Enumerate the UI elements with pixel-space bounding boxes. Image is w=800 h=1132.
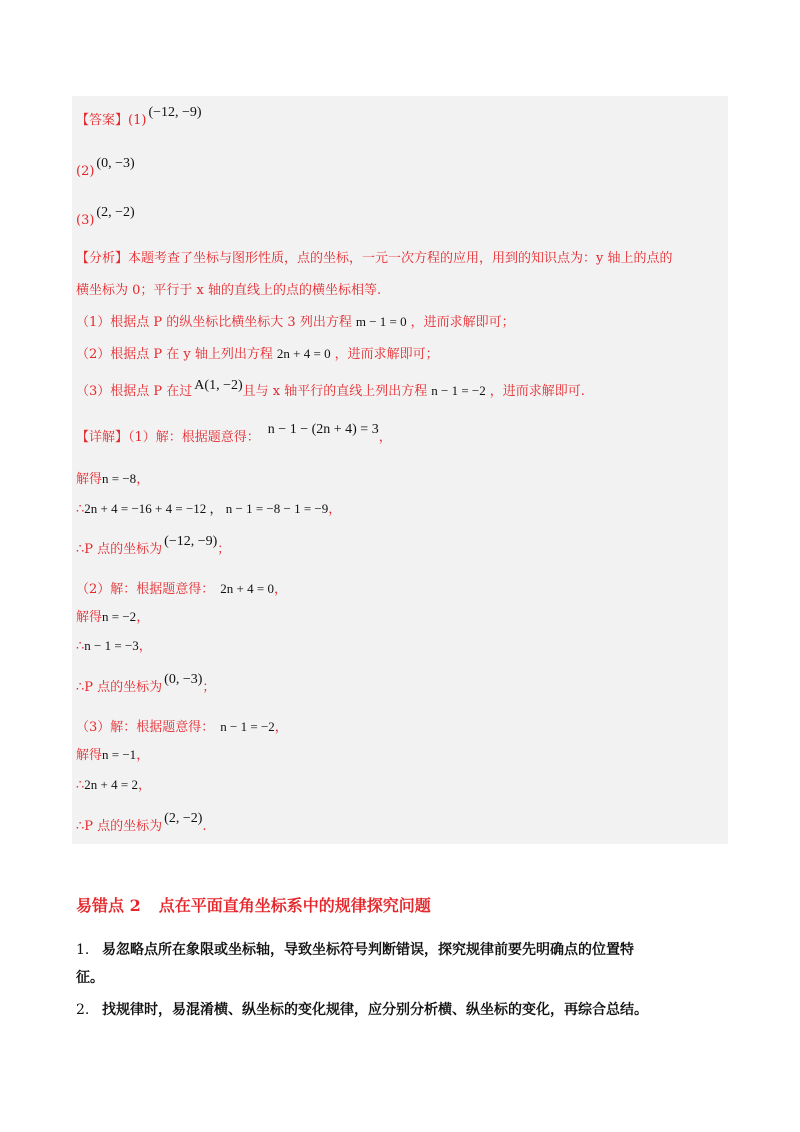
answer-part-3-value: (2, −2) bbox=[96, 205, 135, 220]
analysis-line-2 bbox=[76, 282, 381, 300]
analysis-step-1-text: （1）根据点 P 的纵坐标比横坐标大 3 列出方程 bbox=[76, 315, 352, 330]
detail-2-therefore-symbol: ∴ bbox=[76, 639, 85, 654]
detail-2-solve-text: 解得 bbox=[76, 610, 103, 625]
tip-item-1-continued bbox=[76, 968, 104, 988]
tip-2-number: 2. bbox=[76, 1002, 90, 1018]
detail-3-equation: n − 1 = −2 bbox=[220, 719, 275, 734]
detail-2-coordinate-end: ； bbox=[202, 680, 216, 695]
detail-2-solve bbox=[76, 608, 149, 627]
analysis-step-1-tail: ，进而求解即可； bbox=[410, 315, 515, 330]
detail-3-solve-equation: n = −1 bbox=[102, 747, 137, 762]
detail-1-therefore-symbol: ∴ bbox=[76, 502, 85, 517]
analysis-step-3-tail: ，进而求解即可. bbox=[489, 384, 585, 399]
detail-1-solve-text: 解得 bbox=[76, 472, 103, 487]
analysis-line-1 bbox=[76, 250, 673, 268]
tip-1-text-continued: 征。 bbox=[76, 970, 104, 986]
analysis-step-2-text: （2）根据点 P 在 y 轴上列出方程 bbox=[76, 347, 273, 362]
answer-label: 【答案】 bbox=[76, 113, 129, 128]
analysis-step-2 bbox=[76, 345, 439, 364]
analysis-step-2-equation: 2n + 4 = 0 bbox=[276, 346, 331, 361]
analysis-label: 【分析】 bbox=[76, 251, 129, 266]
detail-1-equation: n − 1 − (2n + 4) = 3 bbox=[267, 422, 379, 437]
answer-line-1 bbox=[76, 105, 202, 130]
detail-3-equation-end: ， bbox=[274, 720, 288, 735]
answer-part-2-number: (2) bbox=[76, 164, 95, 179]
detail-2-therefore-equation: n − 1 = −3 bbox=[84, 638, 139, 653]
detail-3-therefore-symbol: ∴ bbox=[76, 778, 85, 793]
detail-2-intro bbox=[76, 580, 287, 599]
analysis-text-2: 横坐标为 0；平行于 x 轴的直线上的点的横坐标相等. bbox=[76, 283, 382, 298]
analysis-step-3-middle: 且与 x 轴平行的直线上列出方程 bbox=[242, 384, 428, 399]
answer-part-3-number: (3) bbox=[76, 213, 95, 228]
detail-label: 【详解】 bbox=[76, 430, 129, 445]
detail-2-intro-text: （2）解：根据题意得： bbox=[76, 582, 215, 597]
detail-1-therefore-equation: 2n + 4 = −16 + 4 = −12 ， n − 1 = −8 − 1 = −9 bbox=[84, 501, 329, 516]
tip-2-text: 找规律时，易混淆横、纵坐标的变化规律，应分别分析横、纵坐标的变化，再综合总结。 bbox=[102, 1002, 648, 1018]
detail-3-solve-text: 解得 bbox=[76, 748, 103, 763]
answer-part-1-number: (1) bbox=[128, 113, 147, 128]
tip-item-2 bbox=[76, 1000, 648, 1020]
detail-3-coordinate-value: (2, −2) bbox=[164, 811, 203, 826]
detail-1-intro bbox=[76, 422, 392, 447]
answer-line-2 bbox=[76, 156, 135, 181]
detail-1-therefore bbox=[76, 500, 341, 519]
detail-1-therefore-end: ， bbox=[328, 502, 342, 517]
analysis-step-3-point: A(1, −2) bbox=[194, 378, 243, 393]
detail-1-coordinate-text: ∴P 点的坐标为 bbox=[76, 542, 163, 557]
detail-2-therefore bbox=[76, 637, 152, 656]
detail-3-solve-end: ， bbox=[136, 748, 150, 763]
detail-1-coordinate-value: (−12, −9) bbox=[164, 534, 218, 549]
section-heading bbox=[76, 893, 431, 916]
detail-1-solve bbox=[76, 470, 149, 489]
detail-1-coordinate bbox=[76, 534, 231, 559]
detail-1-equation-end: ， bbox=[378, 430, 392, 445]
analysis-step-3-text: （3）根据点 P 在过 bbox=[76, 384, 193, 399]
analysis-step-3-equation: n − 1 = −2 bbox=[431, 383, 486, 398]
analysis-step-2-tail: ，进而求解即可； bbox=[334, 347, 439, 362]
detail-2-equation-end: ， bbox=[273, 582, 287, 597]
analysis-step-1 bbox=[76, 313, 515, 332]
section-heading-title: 点在平面直角坐标系中的规律探究问题 bbox=[158, 896, 431, 915]
detail-3-solve bbox=[76, 746, 149, 765]
detail-2-coordinate-text: ∴P 点的坐标为 bbox=[76, 680, 163, 695]
section-heading-number: 易错点 2 bbox=[76, 896, 141, 915]
detail-3-therefore bbox=[76, 776, 151, 795]
detail-3-coordinate-end: . bbox=[202, 819, 207, 834]
analysis-text-1: 本题考查了坐标与图形性质，点的坐标，一元一次方程的应用，用到的知识点为：y 轴上的点的 bbox=[128, 251, 673, 266]
detail-2-therefore-end: ， bbox=[138, 639, 152, 654]
detail-1-coordinate-end: ； bbox=[217, 542, 231, 557]
detail-2-equation: 2n + 4 = 0 bbox=[220, 581, 274, 596]
detail-2-solve-end: ， bbox=[136, 610, 150, 625]
analysis-step-1-equation: m − 1 = 0 bbox=[355, 314, 407, 329]
detail-2-coordinate-value: (0, −3) bbox=[164, 672, 203, 687]
answer-part-1-value: (−12, −9) bbox=[148, 105, 202, 120]
tip-1-text: 易忽略点所在象限或坐标轴，导致坐标符号判断错误，探究规律前要先明确点的位置特 bbox=[102, 942, 634, 958]
detail-2-solve-equation: n = −2 bbox=[102, 609, 137, 624]
detail-1-intro-text: （1）解：根据题意得： bbox=[128, 430, 260, 445]
detail-3-coordinate bbox=[76, 811, 207, 836]
detail-2-coordinate bbox=[76, 672, 216, 697]
detail-3-intro bbox=[76, 718, 288, 737]
analysis-step-3 bbox=[76, 378, 585, 401]
detail-3-therefore-end: ， bbox=[137, 778, 151, 793]
answer-part-2-value: (0, −3) bbox=[96, 156, 135, 171]
detail-1-solve-end: ， bbox=[136, 472, 150, 487]
detail-3-coordinate-text: ∴P 点的坐标为 bbox=[76, 819, 163, 834]
answer-line-3 bbox=[76, 205, 135, 230]
tip-item-1 bbox=[76, 940, 634, 960]
tip-1-number: 1. bbox=[76, 942, 90, 958]
detail-3-therefore-equation: 2n + 4 = 2 bbox=[84, 777, 138, 792]
detail-3-intro-text: （3）解：根据题意得： bbox=[76, 720, 215, 735]
detail-1-solve-equation: n = −8 bbox=[102, 471, 137, 486]
